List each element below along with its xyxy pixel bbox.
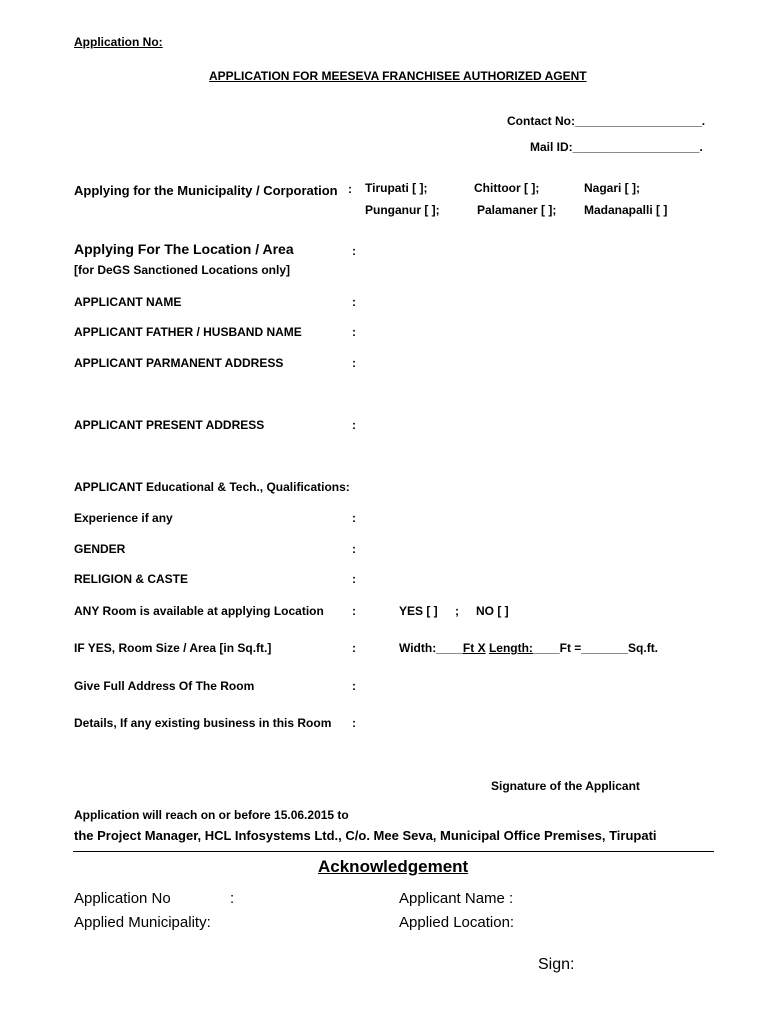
field-experience: Experience if any (74, 511, 173, 525)
field-father-husband-name: APPLICANT FATHER / HUSBAND NAME (74, 325, 302, 339)
field-colon: : (352, 325, 356, 339)
option-palamaner[interactable]: Palamaner [ ]; (477, 203, 557, 217)
field-colon: : (352, 679, 356, 693)
municipality-label: Applying for the Municipality / Corporation (74, 183, 338, 198)
location-label: Applying For The Location / Area (74, 241, 294, 257)
ft-equals-sqft: Ft =_______Sq.ft. (559, 641, 659, 655)
field-colon: : (352, 295, 356, 309)
application-no-label: Application No: (74, 35, 163, 49)
field-room-size: IF YES, Room Size / Area [in Sq.ft.] (74, 641, 272, 655)
field-colon: : (352, 641, 356, 655)
location-colon: : (352, 244, 356, 258)
room-yes-option[interactable]: YES [ ] (399, 604, 438, 618)
ack-application-no-label: Application No (74, 890, 171, 907)
divider-line (73, 851, 714, 852)
footer-line-2: the Project Manager, HCL Infosystems Ltd., C/o. Mee Seva, Municipal Office Premises, Tirupati (74, 828, 657, 843)
contact-no-label: Contact No:___________________. (507, 114, 706, 128)
option-tirupati[interactable]: Tirupati [ ]; (365, 181, 428, 195)
ack-applicant-name-label: Applicant Name : (399, 890, 514, 907)
ft-x-label: Ft X (462, 641, 486, 655)
field-colon: : (352, 542, 356, 556)
option-chittoor[interactable]: Chittoor [ ]; (474, 181, 540, 195)
ack-colon: : (230, 890, 235, 907)
field-existing-business: Details, If any existing business in this Room (74, 716, 332, 730)
signature-label: Signature of the Applicant (491, 779, 640, 793)
municipality-colon: : (348, 182, 352, 196)
ack-applied-municipality-label: Applied Municipality: (74, 914, 211, 931)
field-colon: : (352, 604, 356, 618)
field-colon: : (352, 572, 356, 586)
ack-sign-label: Sign: (538, 956, 575, 973)
field-colon: : (352, 511, 356, 525)
length-blank[interactable]: ____ (532, 641, 560, 655)
field-gender: GENDER (74, 542, 126, 556)
field-room-address: Give Full Address Of The Room (74, 679, 255, 693)
length-label: Length: (488, 641, 533, 655)
acknowledgement-title: Acknowledgement (318, 857, 469, 876)
option-nagari[interactable]: Nagari [ ]; (584, 181, 641, 195)
room-size-formula (399, 641, 658, 655)
width-label: Width: (399, 641, 437, 655)
footer-line-1: Application will reach on or before 15.06.2015 to (74, 808, 349, 822)
location-note: [for DeGS Sanctioned Locations only] (74, 263, 291, 277)
room-option-separator: ; (455, 604, 459, 618)
field-applicant-name: APPLICANT NAME (74, 295, 182, 309)
field-room-available: ANY Room is available at applying Location (74, 604, 324, 618)
ack-applied-location-label: Applied Location: (399, 914, 515, 931)
field-colon: : (352, 716, 356, 730)
mail-id-label: Mail ID:___________________. (530, 140, 703, 154)
field-present-address: APPLICANT PRESENT ADDRESS (74, 418, 265, 432)
room-no-option[interactable]: NO [ ] (476, 604, 509, 618)
field-religion-caste: RELIGION & CASTE (74, 572, 189, 586)
field-qualifications: APPLICANT Educational & Tech., Qualifications: (74, 480, 350, 494)
option-madanapalli[interactable]: Madanapalli [ ] (584, 203, 668, 217)
width-blank[interactable]: ____ (436, 641, 463, 655)
field-colon: : (352, 418, 356, 432)
field-colon: : (352, 356, 356, 370)
page-title: APPLICATION FOR MEESEVA FRANCHISEE AUTHORIZED AGENT (209, 69, 587, 83)
option-punganur[interactable]: Punganur [ ]; (365, 203, 440, 217)
field-permanent-address: APPLICANT PARMANENT ADDRESS (74, 356, 284, 370)
